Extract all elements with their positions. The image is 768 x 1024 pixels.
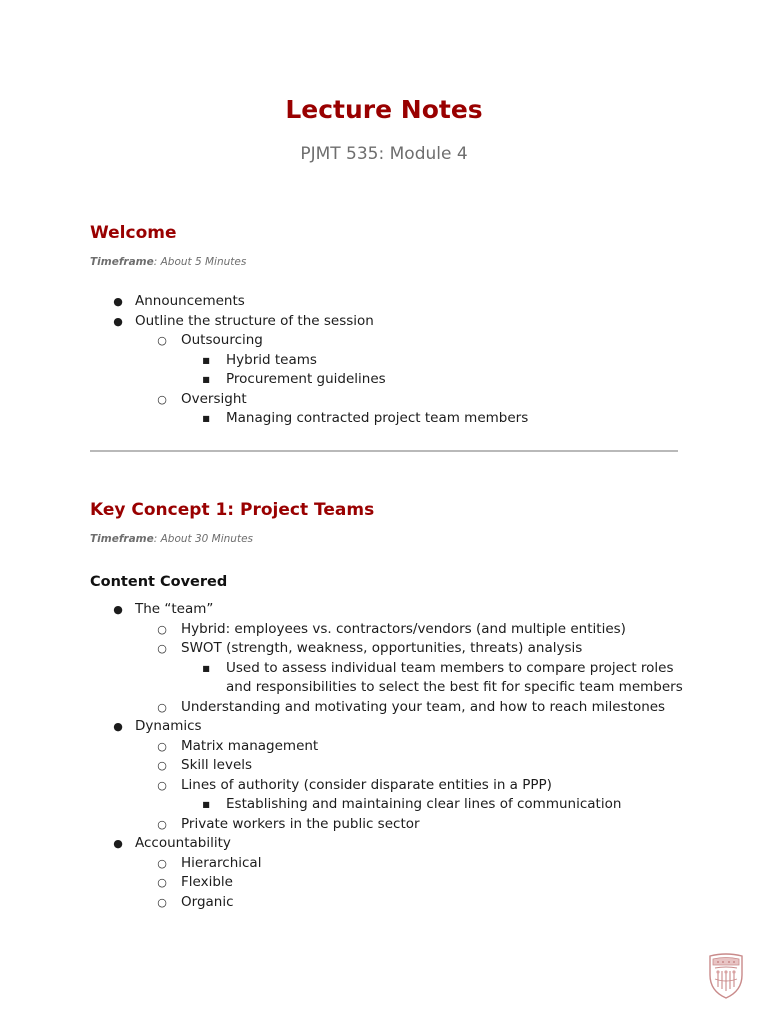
list-item — [0, 776, 683, 796]
list-item-text: Private workers in the public sector — [181, 815, 420, 832]
timeframe-value: : About 30 Minutes — [153, 533, 254, 545]
list-item — [0, 717, 683, 737]
list-item-text: The “team” — [135, 601, 214, 617]
list-item-text: Managing contracted project team members — [226, 410, 529, 426]
list-item — [0, 600, 683, 620]
list-item — [0, 678, 683, 698]
list-item — [0, 292, 528, 312]
list-item — [0, 370, 528, 390]
welcome-timeframe — [90, 254, 246, 270]
document-title: Lecture Notes — [285, 95, 483, 124]
list-item-text: Hybrid teams — [226, 351, 317, 368]
concept1-heading: Key Concept 1: Project Teams — [90, 500, 375, 520]
bullet-marker: ■ — [202, 414, 210, 423]
concept1-list — [0, 600, 683, 912]
list-item — [0, 312, 528, 332]
list-item-text: Matrix management — [181, 737, 319, 754]
list-item — [0, 756, 683, 776]
list-item-text: Used to assess individual team members to compare project roles — [226, 659, 674, 676]
section-divider — [90, 450, 678, 452]
list-item — [0, 331, 528, 351]
timeframe-label: Timeframe — [90, 533, 154, 545]
bullet-marker: ● — [113, 837, 123, 850]
list-item — [0, 795, 683, 815]
list-item — [0, 659, 683, 679]
list-item-text: Outsourcing — [181, 332, 263, 348]
university-seal-icon — [708, 953, 744, 999]
list-item-text: Outline the structure of the session — [135, 312, 374, 329]
bullet-marker: ○ — [157, 642, 167, 655]
list-item — [0, 620, 683, 640]
bullet-marker: ○ — [157, 817, 167, 831]
list-item — [0, 873, 683, 893]
list-item — [0, 893, 683, 913]
welcome-list — [0, 292, 528, 429]
list-item-text: and responsibilities to select the best fit for specific team members — [226, 679, 683, 695]
bullet-marker: ■ — [202, 800, 210, 809]
bullet-marker: ○ — [157, 778, 167, 792]
document-subtitle: PJMT 535: Module 4 — [300, 144, 468, 164]
list-item-text: Lines of authority (consider disparate entities in a PPP) — [181, 776, 552, 793]
bullet-marker: ● — [113, 720, 123, 733]
bullet-marker: ○ — [157, 759, 167, 772]
list-item-text: Flexible — [181, 874, 233, 890]
bullet-marker: ○ — [157, 895, 167, 909]
list-item-text: Oversight — [181, 390, 247, 407]
bullet-marker: ○ — [157, 876, 167, 889]
list-item-text: Hybrid: employees vs. contractors/vendors (and multiple entities) — [181, 620, 626, 637]
list-item-text: Skill levels — [181, 757, 253, 773]
list-item — [0, 834, 683, 854]
timeframe-value: : About 5 Minutes — [153, 256, 247, 268]
list-item-text: SWOT (strength, weakness, opportunities, threats) analysis — [181, 640, 583, 656]
list-item — [0, 639, 683, 659]
list-item — [0, 409, 528, 429]
bullet-marker: ● — [113, 295, 123, 308]
list-item-text: Announcements — [135, 293, 245, 309]
list-item-text: Understanding and motivating your team, and how to reach milestones — [181, 698, 666, 715]
timeframe-label: Timeframe — [90, 256, 154, 268]
bullet-marker: ○ — [157, 856, 167, 870]
bullet-marker: ● — [113, 603, 123, 616]
list-item — [0, 390, 528, 410]
bullet-marker: ○ — [157, 622, 167, 636]
concept1-timeframe — [90, 531, 253, 547]
bullet-marker: ○ — [157, 334, 167, 347]
list-item-text: Dynamics — [135, 718, 202, 734]
bullet-marker: ■ — [202, 375, 210, 384]
list-item-text: Organic — [181, 893, 234, 910]
welcome-heading: Welcome — [90, 223, 177, 243]
bullet-marker: ○ — [157, 392, 167, 406]
list-item — [0, 698, 683, 718]
bullet-marker: ○ — [157, 700, 167, 714]
list-item — [0, 815, 683, 835]
list-item-text: Hierarchical — [181, 854, 262, 871]
bullet-marker: ■ — [202, 663, 210, 673]
list-item-text: Establishing and maintaining clear lines of communication — [226, 796, 622, 812]
list-item — [0, 351, 528, 371]
bullet-marker: ● — [113, 314, 123, 328]
list-item — [0, 854, 683, 874]
list-item — [0, 737, 683, 757]
bullet-marker: ■ — [202, 355, 210, 365]
bullet-marker: ○ — [157, 739, 167, 753]
list-item-text: Procurement guidelines — [226, 371, 386, 387]
content-covered-heading: Content Covered — [90, 574, 228, 590]
list-item-text: Accountability — [135, 835, 231, 851]
